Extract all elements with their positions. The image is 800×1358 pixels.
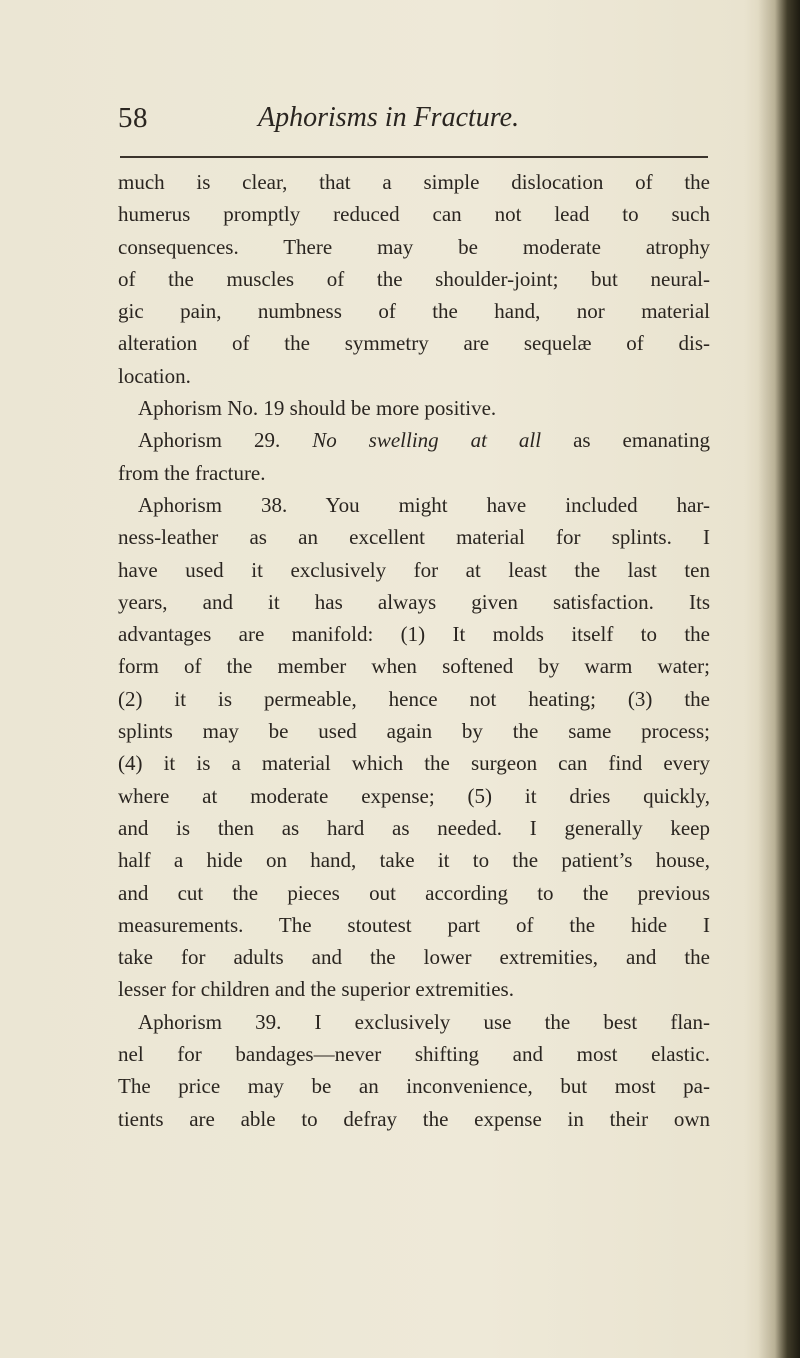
text-line: Aphorism 39. I exclusively use the best flan-: [138, 1009, 710, 1034]
text-line: have used it exclusively for at least the last ten: [118, 557, 710, 582]
text-line: location.: [118, 363, 191, 388]
text-line: Aphorism 38. You might have included har-: [138, 492, 710, 517]
text-line: Aphorism No. 19 should be more positive.: [138, 396, 497, 421]
text-line: years, and it has always given satisfaction. Its: [118, 589, 710, 614]
body-text: [118, 166, 710, 1135]
text-line: (2) it is permeable, hence not heating; (3) the: [118, 686, 710, 711]
text-segment: as emanating: [541, 428, 711, 453]
text-line: splints may be used again by the same process;: [118, 719, 710, 744]
text-line: of the muscles of the shoulder-joint; but neural-: [118, 266, 710, 291]
text-line: [118, 424, 710, 456]
page-header: [118, 102, 708, 142]
text-line: half a hide on hand, take it to the patient’s house,: [118, 848, 710, 873]
page-number: 58: [118, 102, 148, 134]
header-rule: [120, 156, 708, 158]
text-line: lesser for children and the superior extremities.: [118, 977, 514, 1002]
text-line: humerus promptly reduced can not lead to such: [118, 202, 710, 227]
text-line: ness-leather as an excellent material for splints. I: [118, 525, 710, 550]
text-line: where at moderate expense; (5) it dries quickly,: [118, 783, 710, 808]
text-line: The price may be an inconvenience, but most pa-: [118, 1074, 710, 1099]
text-line: take for adults and the lower extremities, and the: [118, 945, 710, 970]
emphasis-text: No swelling at all: [312, 428, 542, 453]
text-line: tients are able to defray the expense in their own: [118, 1106, 710, 1131]
text-line: form of the member when softened by warm water;: [118, 654, 710, 679]
text-line: from the fracture.: [118, 460, 266, 485]
page-binding-edge: [758, 0, 800, 1358]
text-line: advantages are manifold: (1) It molds itself to the: [118, 622, 710, 647]
running-title: Aphorisms in Fracture.: [258, 102, 520, 133]
text-line: gic pain, numbness of the hand, nor material: [118, 299, 710, 324]
text-line: measurements. The stoutest part of the hide I: [118, 912, 710, 937]
text-line: (4) it is a material which the surgeon can find every: [118, 751, 710, 776]
text-line: much is clear, that a simple dislocation of the: [118, 170, 710, 194]
text-line: alteration of the symmetry are sequelæ of dis-: [118, 331, 710, 356]
text-line: consequences. There may be moderate atrophy: [118, 234, 710, 259]
text-line: and cut the pieces out according to the previous: [118, 880, 710, 905]
text-line: and is then as hard as needed. I generally keep: [118, 815, 710, 840]
text-segment: Aphorism 29.: [138, 428, 313, 453]
text-line: nel for bandages—never shifting and most elastic.: [118, 1042, 710, 1067]
